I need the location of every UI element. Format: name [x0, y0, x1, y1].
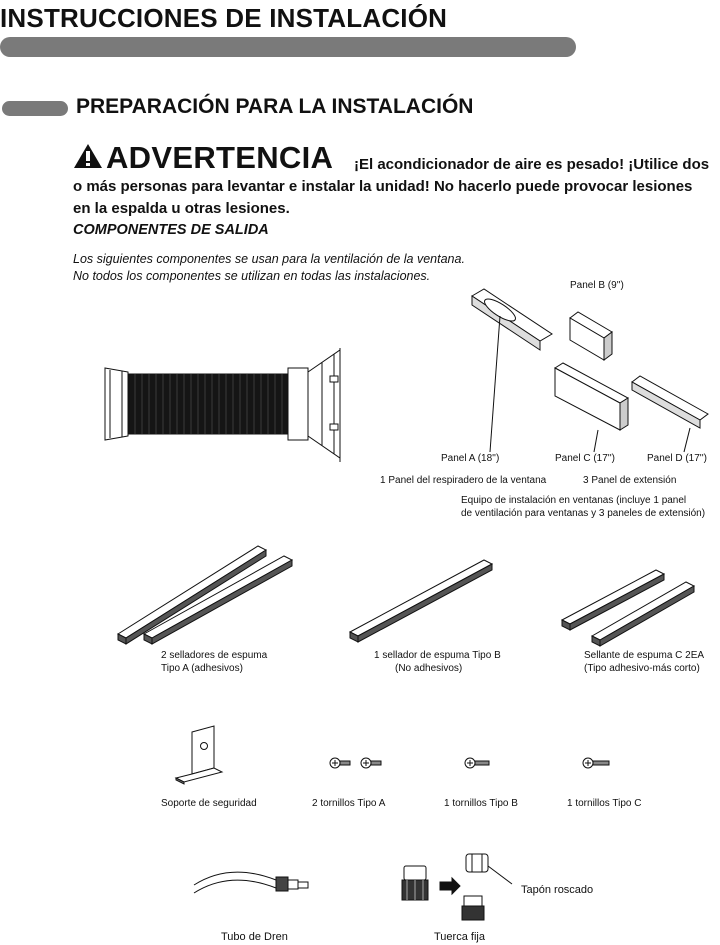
- screw-a-2: [361, 758, 381, 768]
- extension-panel-label: 3 Panel de extensión: [583, 475, 677, 486]
- seal-c-label: [584, 649, 704, 675]
- panel-a-illustration: [472, 289, 552, 452]
- intro-line-1: Los siguientes componentes se usan para la ventilación de la ventana.: [73, 252, 465, 266]
- screw-a-label: 2 tornillos Tipo A: [312, 798, 386, 809]
- warning-text: ¡El acondicionador de aire es pesado! ¡Utilice dos o más personas para levantar e instalar la unidad! No hacerlo puede provocar lesiones en la espalda u otras lesiones.: [73, 156, 710, 217]
- warning-word: ADVERTENCIA: [106, 140, 334, 175]
- drain-tube-illustration: [194, 872, 308, 893]
- kit-label-line-1: Equipo de instalación en ventanas (incluye 1 panel: [461, 495, 687, 506]
- bracket-label: Soporte de seguridad: [161, 798, 257, 809]
- cap-label: Tapón roscado: [521, 884, 594, 896]
- panel-b-label: Panel B (9''): [570, 280, 624, 291]
- panel-d-illustration: [632, 376, 708, 452]
- seal-b-line-1: 1 sellador de espuma Tipo B: [374, 650, 501, 661]
- page-title: INSTRUCCIONES DE INSTALACIÓN: [0, 3, 448, 33]
- foam-seal-a-illustration: [118, 546, 292, 644]
- seal-c-line-2: (Tipo adhesivo-más corto): [584, 663, 700, 674]
- fixed-nut-illustration: [402, 866, 484, 920]
- section-title: PREPARACIÓN PARA LA INSTALACIÓN: [76, 95, 474, 118]
- screw-b: [465, 758, 489, 768]
- fixed-nut-label: Tuerca fija: [434, 931, 485, 943]
- seal-a-label: [161, 649, 267, 675]
- vent-panel-label: 1 Panel del respiradero de la ventana: [380, 475, 547, 486]
- panel-c-label: Panel C (17''): [555, 453, 615, 464]
- screw-c: [583, 758, 609, 768]
- seal-a-line-1: 2 selladores de espuma: [161, 650, 268, 661]
- seal-a-line-2: Tipo A (adhesivos): [161, 663, 243, 674]
- kit-label: [461, 494, 705, 520]
- screw-illustrations: [330, 758, 609, 768]
- kit-label-line-2: de ventilación para ventanas y 3 paneles de extensión): [461, 508, 706, 519]
- panel-b-illustration: [570, 312, 612, 360]
- seal-c-line-1: Sellante de espuma C 2EA: [584, 650, 705, 661]
- panel-a-label: Panel A (18''): [441, 453, 500, 464]
- screw-a-1: [330, 758, 350, 768]
- exhaust-hose-illustration: [105, 348, 340, 462]
- panel-c-illustration: [555, 363, 628, 452]
- seal-b-line-2: (No adhesivos): [395, 663, 463, 674]
- screw-b-label: 1 tornillos Tipo B: [444, 798, 518, 809]
- drain-tube-label: Tubo de Dren: [221, 931, 288, 943]
- threaded-cap-illustration: [466, 854, 512, 884]
- intro-line-2: No todos los componentes se utilizan en todas las instalaciones.: [73, 268, 431, 283]
- foam-seal-c-illustration: [562, 570, 694, 646]
- panel-d-label: Panel D (17''): [647, 453, 707, 464]
- components-heading: COMPONENTES DE SALIDA: [73, 222, 269, 238]
- screw-c-label: 1 tornillos Tipo C: [567, 798, 642, 809]
- foam-seal-b-illustration: [350, 560, 492, 642]
- safety-bracket-illustration: [176, 726, 222, 784]
- seal-b-label: [374, 649, 501, 675]
